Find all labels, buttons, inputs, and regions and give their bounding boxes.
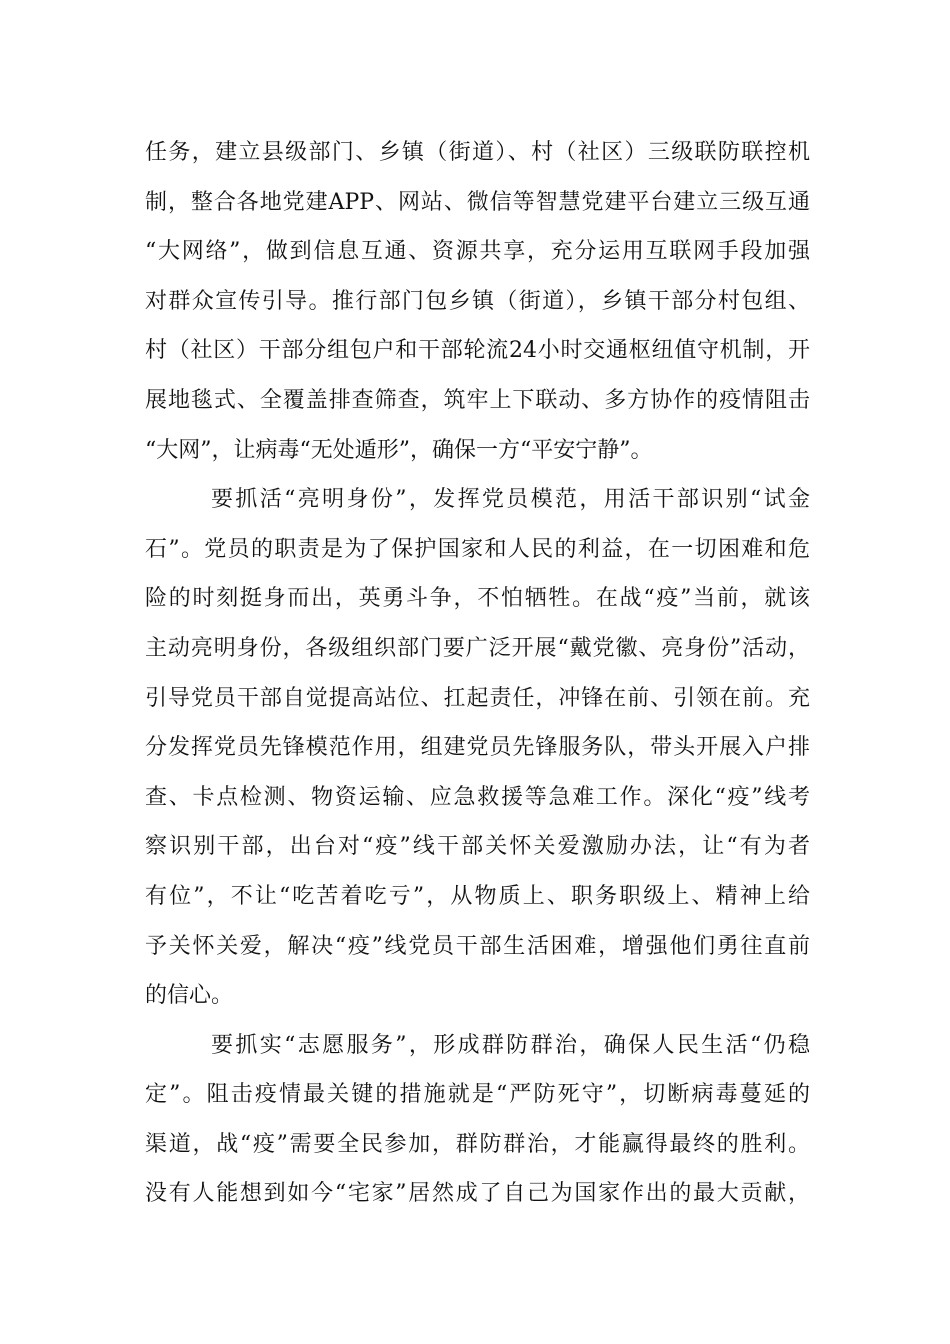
text-line: “大网络”，做到信息互通、资源共享，充分运用互联网手段加强 bbox=[145, 239, 810, 265]
text-line: 村（社区）干部分组包户和干部轮流24小时交通枢纽值守机制，开 bbox=[145, 338, 810, 364]
text-line: 要抓实“志愿服务”，形成群防群治，确保人民生活“仍稳 bbox=[211, 1032, 810, 1058]
text-line: 险的时刻挺身而出，英勇斗争，不怕牺牲。在战“疫”当前，就该 bbox=[145, 586, 810, 612]
text-line: 渠道，战“疫”需要全民参加，群防群治，才能赢得最终的胜利。 bbox=[145, 1131, 810, 1157]
document-body bbox=[145, 128, 810, 1219]
text-line: 主动亮明身份，各级组织部门要广泛开展“戴党徽、亮身份”活动， bbox=[145, 635, 810, 661]
paragraph-2 bbox=[145, 475, 810, 1021]
text-line: “大网”，让病毒“无处遁形”，确保一方“平安宁静”。 bbox=[145, 437, 653, 463]
text-line: 查、卡点检测、物资运输、应急救援等急难工作。深化“疫”线考 bbox=[145, 784, 810, 810]
text-line: 没有人能想到如今“宅家”居然成了自己为国家作出的最大贡献， bbox=[145, 1181, 810, 1207]
text-line: 察识别干部，出台对“疫”线干部关怀关爱激励办法，让“有为者 bbox=[145, 834, 810, 860]
text-line: 石”。党员的职责是为了保护国家和人民的利益，在一切困难和危 bbox=[145, 536, 810, 562]
text-line: 分发挥党员先锋模范作用，组建党员先锋服务队，带头开展入户排 bbox=[145, 735, 810, 761]
text-line: 任务，建立县级部门、乡镇（街道）、村（社区）三级联防联控机 bbox=[145, 140, 810, 165]
text-line: 展地毯式、全覆盖排查筛查，筑牢上下联动、多方协作的疫情阻击 bbox=[145, 387, 810, 413]
text-line: 有位”，不让“吃苦着吃亏”，从物质上、职务职级上、精神上给 bbox=[145, 883, 810, 909]
text-line: 对群众宣传引导。推行部门包乡镇（街道），乡镇干部分村包组、 bbox=[145, 288, 810, 314]
paragraph-3 bbox=[145, 1021, 810, 1219]
text-line: 制，整合各地党建APP、网站、微信等智慧党建平台建立三级互通 bbox=[145, 189, 810, 215]
text-line: 予关怀关爱，解决“疫”线党员干部生活困难，增强他们勇往直前 bbox=[145, 933, 810, 959]
text-line: 定”。阻击疫情最关键的措施就是“严防死守”，切断病毒蔓延的 bbox=[145, 1082, 810, 1108]
text-line: 的信心。 bbox=[145, 983, 234, 1009]
text-line: 要抓活“亮明身份”，发挥党员模范，用活干部识别“试金 bbox=[211, 487, 810, 513]
paragraph-1 bbox=[145, 128, 810, 475]
text-line: 引导党员干部自觉提高站位、扛起责任，冲锋在前、引领在前。充 bbox=[145, 685, 810, 711]
